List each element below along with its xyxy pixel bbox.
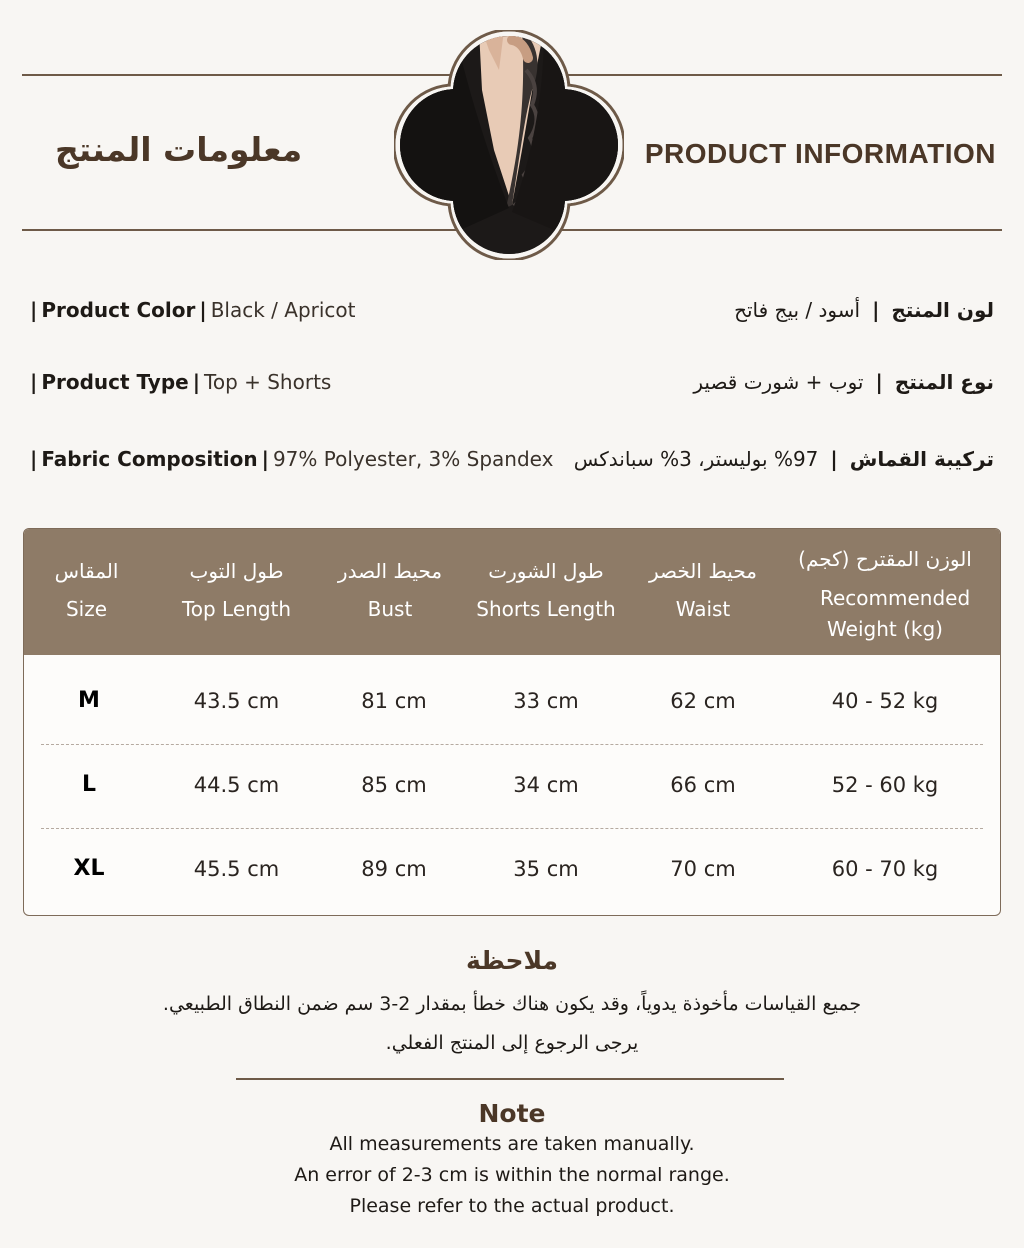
page-title-english: PRODUCT INFORMATION bbox=[644, 138, 996, 169]
cell-bust: 81 cm bbox=[361, 689, 427, 713]
cell-waist: 70 cm bbox=[670, 857, 736, 881]
header-bust: محيط الصدر Bust bbox=[337, 559, 443, 621]
note-line-arabic: يرجى الرجوع إلى المنتج الفعلي. bbox=[385, 1032, 639, 1054]
header-top-length: طول التوب Top Length bbox=[181, 559, 292, 621]
info-row-type-en: | Product Type | Top + Shorts bbox=[30, 370, 332, 394]
note-line-english: An error of 2-3 cm is within the normal range. bbox=[294, 1164, 730, 1186]
info-value-ar: أسود / بيج فاتح bbox=[734, 298, 861, 322]
info-value: 97% Polyester, 3% Spandex bbox=[272, 447, 554, 471]
product-photo bbox=[394, 30, 624, 260]
cell-bust: 85 cm bbox=[361, 773, 427, 797]
table-row bbox=[24, 743, 1000, 827]
product-photo-badge bbox=[394, 30, 624, 260]
cell-size: L bbox=[81, 772, 97, 797]
cell-waist: 62 cm bbox=[670, 689, 736, 713]
size-table bbox=[23, 528, 1001, 916]
info-value-ar: 97% بوليستر، 3% سباندكس bbox=[573, 447, 819, 471]
note-line-arabic: جميع القياسات مأخوذة يدوياً، وقد يكون هناك خطأ بمقدار 2-3 سم ضمن النطاق الطبيعي. bbox=[162, 993, 862, 1015]
info-label-ar: لون المنتج bbox=[891, 298, 994, 322]
note-title-english: Note bbox=[478, 1099, 546, 1128]
info-row-fabric-ar: تركيبة القماش|97% بوليستر، 3% سباندكس bbox=[573, 447, 994, 471]
cell-weight: 60 - 70 kg bbox=[831, 857, 939, 881]
cell-top-length: 44.5 cm bbox=[193, 773, 280, 797]
note-divider bbox=[236, 1078, 784, 1080]
info-label: Product Type bbox=[41, 370, 189, 394]
note-line-english: All measurements are taken manually. bbox=[329, 1133, 695, 1155]
cell-weight: 52 - 60 kg bbox=[831, 773, 939, 797]
info-label-ar: نوع المنتج bbox=[894, 370, 994, 394]
info-label-ar: تركيبة القماش bbox=[849, 447, 994, 471]
cell-waist: 66 cm bbox=[670, 773, 736, 797]
info-row-fabric-en: | Fabric Composition | 97% Polyester, 3% Spandex bbox=[30, 447, 554, 471]
cell-shorts-length: 35 cm bbox=[513, 857, 579, 881]
info-row-color-ar: لون المنتج|أسود / بيج فاتح bbox=[734, 298, 994, 322]
cell-size: XL bbox=[73, 856, 105, 881]
cell-top-length: 45.5 cm bbox=[193, 857, 280, 881]
cell-weight: 40 - 52 kg bbox=[831, 689, 939, 713]
size-table-header bbox=[24, 529, 1000, 655]
header-recommended-weight: الوزن المقترح (كجم) Recommended Weight (kg) bbox=[798, 547, 972, 641]
info-value: Top + Shorts bbox=[204, 370, 332, 394]
info-row-color-en: | Product Color | Black / Apricot bbox=[30, 298, 356, 322]
cell-shorts-length: 33 cm bbox=[513, 689, 579, 713]
page-title-arabic: معلومات المنتج bbox=[55, 130, 303, 169]
cell-top-length: 43.5 cm bbox=[193, 689, 280, 713]
cell-shorts-length: 34 cm bbox=[513, 773, 579, 797]
note-title-arabic: ملاحظة bbox=[466, 946, 558, 975]
info-label: Product Color bbox=[41, 298, 196, 322]
header-shorts-length: طول الشورت Shorts Length bbox=[476, 559, 616, 621]
table-row bbox=[24, 659, 1000, 743]
table-row bbox=[24, 827, 1000, 911]
info-label: Fabric Composition bbox=[41, 447, 258, 471]
info-value: Black / Apricot bbox=[210, 298, 356, 322]
info-row-type-ar: نوع المنتج|توب + شورت قصير bbox=[693, 370, 994, 394]
info-value-ar: توب + شورت قصير bbox=[693, 370, 864, 394]
cell-bust: 89 cm bbox=[361, 857, 427, 881]
header-waist: محيط الخصر Waist bbox=[649, 559, 757, 621]
header-size: المقاس Size bbox=[54, 559, 119, 621]
note-line-english: Please refer to the actual product. bbox=[349, 1195, 675, 1217]
cell-size: M bbox=[78, 688, 100, 713]
